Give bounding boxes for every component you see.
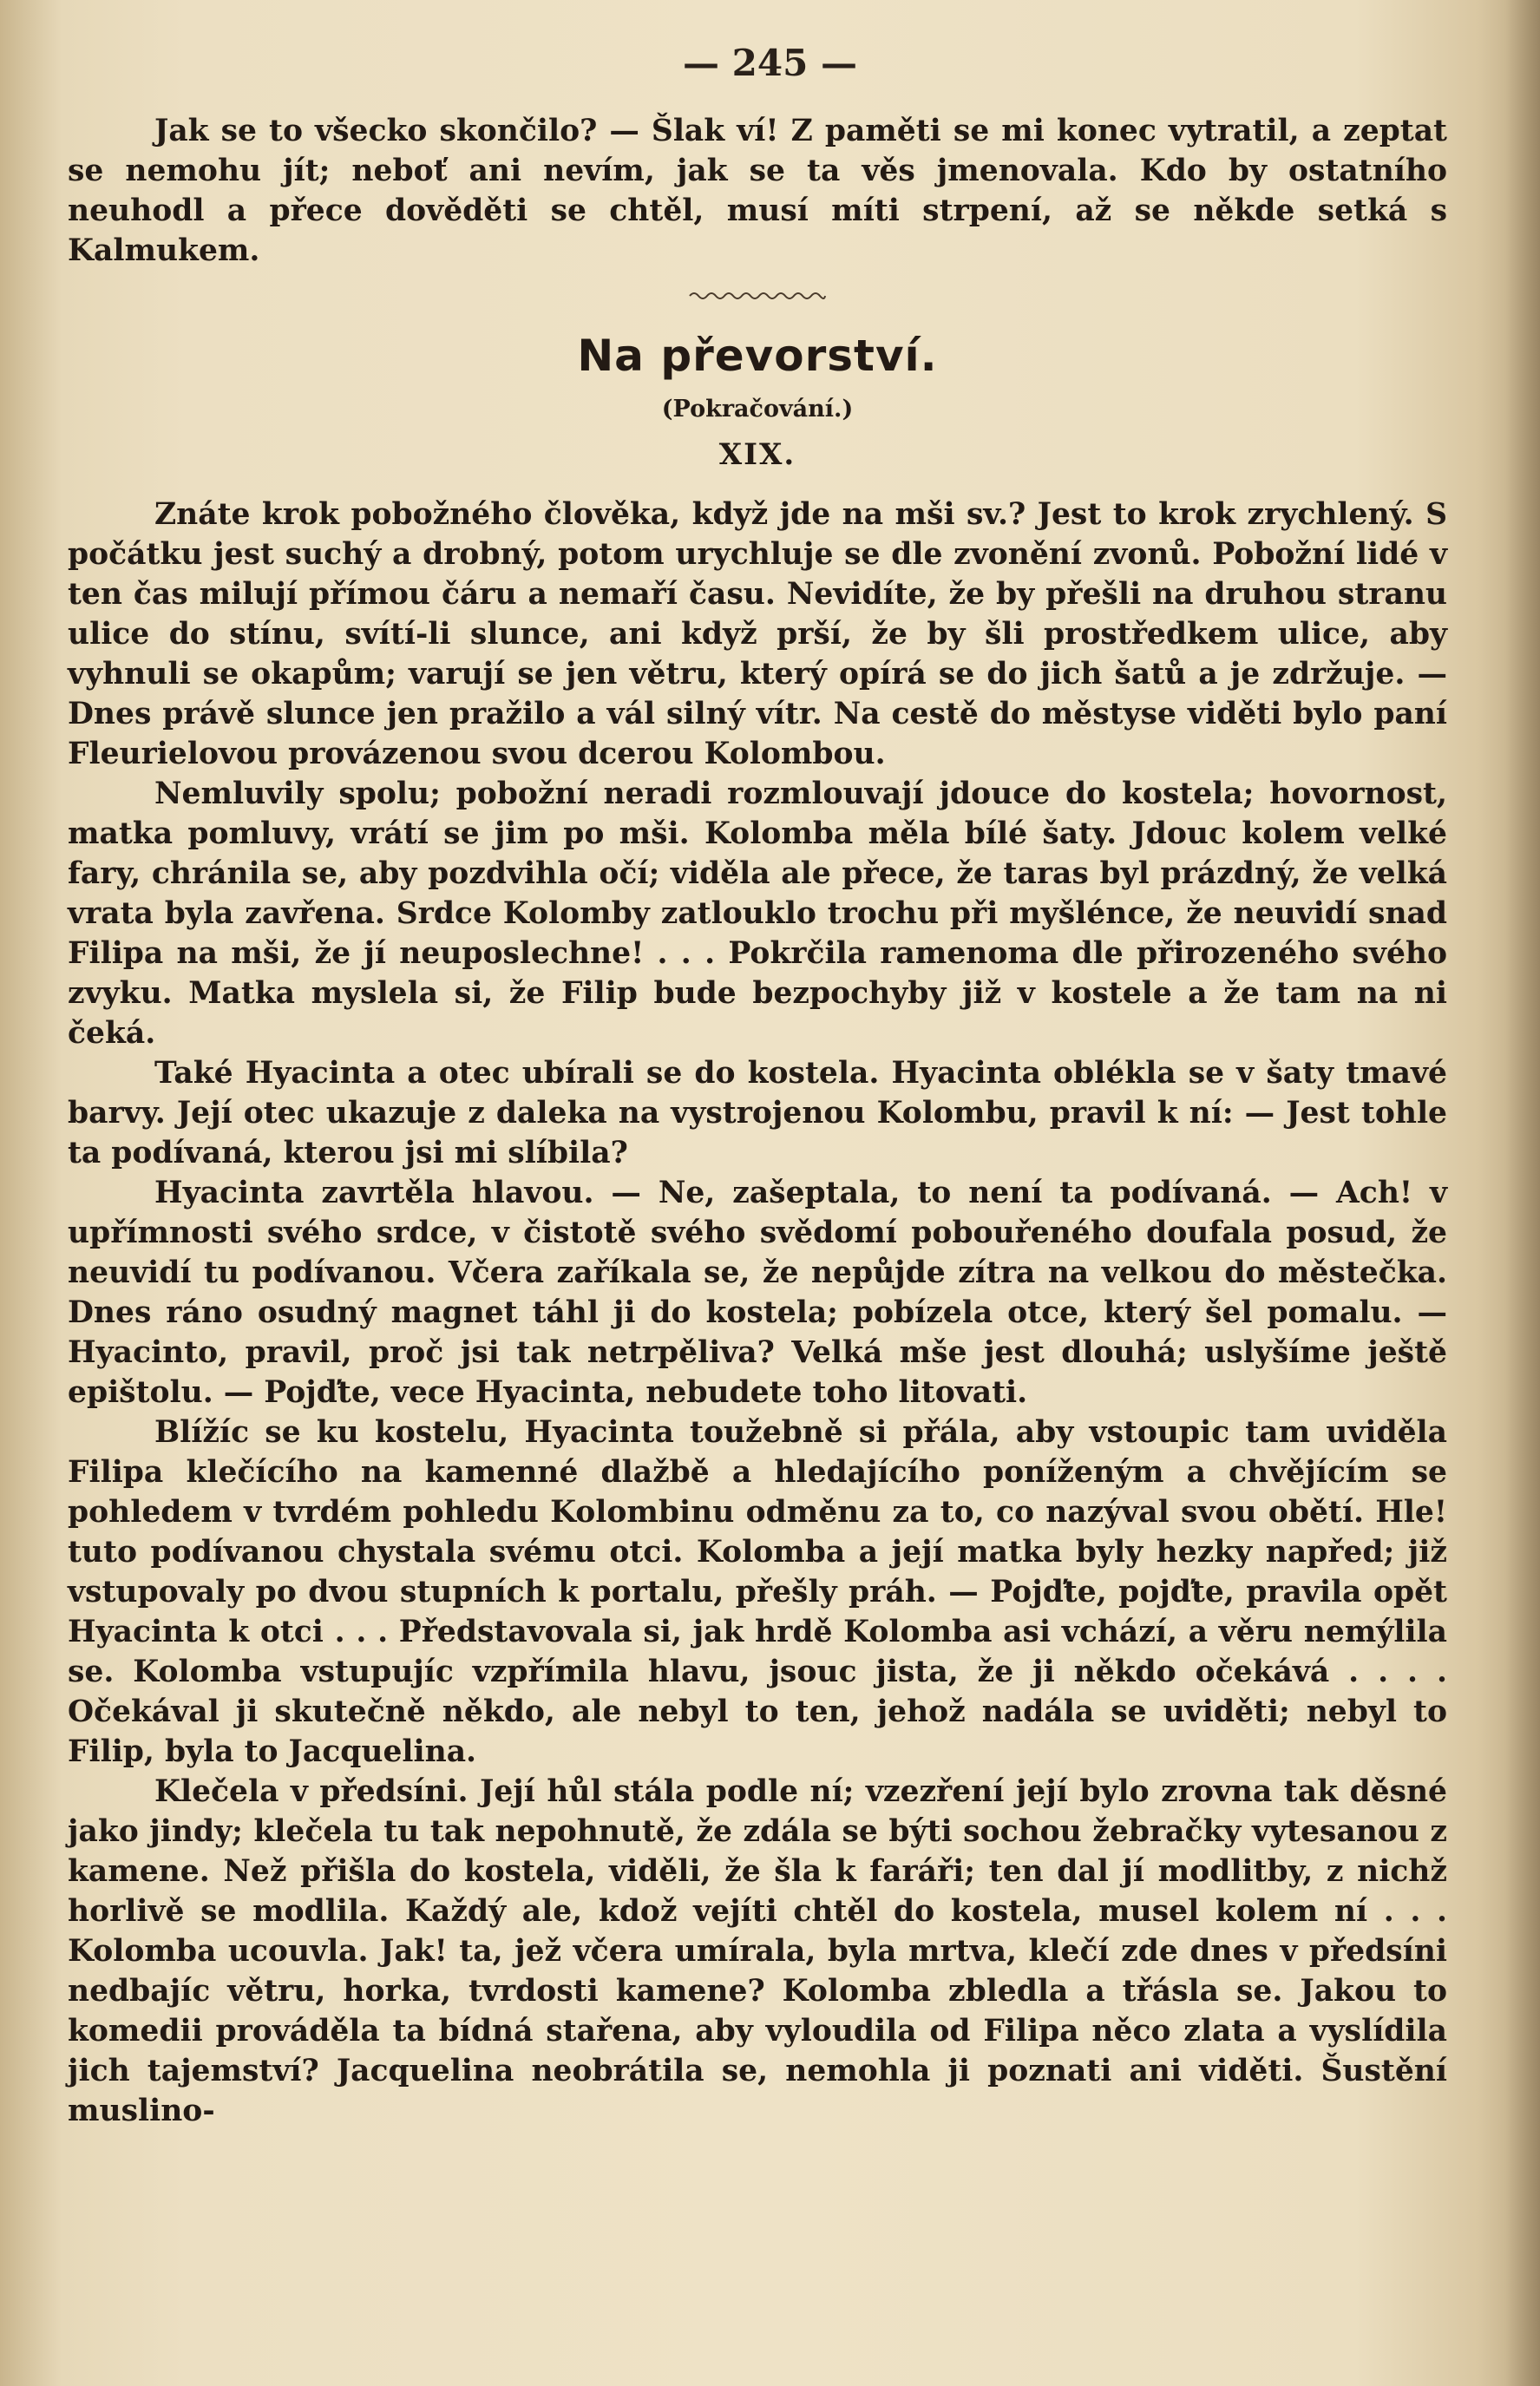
paragraph-4: Hyacinta zavrtěla hlavou. — Ne, zašeptala, to není ta podívaná. — Ach! v upřímnosti svého srdce, v čistotě svého svědomí pobouřeného doufala posud, že neuvidí tu podívanou. Včera zaříkala se, že nepůjde zítra na velkou do městečka. Dnes ráno osudný magnet táhl ji do kostela; pobízela otce, který šel pomalu. — Hyacinto, pravil, proč jsi tak netrpěliva? Velká mše jest dlouhá; uslyšíme ještě epištolu. — Pojďte, vece Hyacinta, nebudete toho litovati. bbox=[68, 1176, 1447, 1410]
intro-paragraph: Jak se to všecko skončilo? — Šlak ví! Z paměti se mi konec vytratil, a zeptat se nemohu jít; neboť ani nevím, jak se ta věs jmenovala. Kdo by ostatního neuhodl a přece dověděti se chtěl, musí míti strpení, až se někde setká s Kalmukem. bbox=[68, 114, 1447, 268]
paragraph-3: Také Hyacinta a otec ubírali se do kostela. Hyacinta oblékla se v šaty tmavé barvy. Její otec ukazuje z daleka na vystrojenou Kolombu, pravil k ní: — Jest tohle ta podívaná, kterou jsi mi slíbila? bbox=[68, 1056, 1447, 1170]
page-number: — 245 — bbox=[683, 42, 857, 84]
paragraph-6: Klečela v předsíni. Její hůl stála podle ní; vzezření její bylo zrovna tak děsné jako jindy; klečela tu tak nepohnutě, že zdála se býti sochou žebračky vytesanou z kamene. Než přišla do kostela, viděli, že šla k faráři; ten dal jí modlitby, z nichž horlivě se modlila. Každý ale, kdož vejíti chtěl do kostela, musel kolem ní . . . Kolomba ucouvla. Jak! ta, jež včera umírala, byla mrtva, klečí zde dnes v předsíni nedbajíc větru, horka, tvrdosti kamene? Kolomba zbledla a třásla se. Jakou to komedii prováděla ta bídná stařena, aby vyloudila od Filipa něco zlata a vyslídila jich tajemství? Jacquelina neobrátila se, nemohla ji poznati ani viděti. Šustění muslino- bbox=[68, 1774, 1447, 2128]
text-block bbox=[68, 111, 1447, 2131]
section-separator bbox=[688, 290, 827, 302]
chapter-number: XIX. bbox=[718, 437, 796, 472]
page-edge-shadow bbox=[1505, 0, 1540, 2386]
paragraph-2: Nemluvily spolu; pobožní neradi rozmlouvají jdouce do kostela; hovornost, matka pomluvy, vrátí se jim po mši. Kolomba měla bílé šaty. Jdouc kolem velké fary, chránila se, aby pozdvihla očí; viděla ale přece, že taras byl prázdný, že velká vrata byla zavřena. Srdce Kolomby zatlouklo trochu při myšlénce, že neuvidí snad Filipa na mši, že jí neuposlechne! . . . Pokrčila ramenoma dle přirozeného svého zvyku. Matka myslela si, že Filip bude bezpochyby již v kostele a že tam na ni čeká. bbox=[68, 777, 1447, 1051]
paragraph-5: Blížíc se ku kostelu, Hyacinta toužebně si přála, aby vstoupic tam uviděla Filipa klečícího na kamenné dlažbě a hledajícího poníženým a chvějícím se pohledem v tvrdém pohledu Kolombinu odměnu za to, co nazýval svou obětí. Hle! tuto podívanou chystala svému otci. Kolomba a její matka byly hezky napřed; již vstupovaly po dvou stupních k portalu, přešly práh. — Pojďte, pojďte, pravila opět Hyacinta k otci . . . Představovala si, jak hrdě Kolomba asi vchází, a věru nemýlila se. Kolomba vstupujíc vzpřímila hlavu, jsouc jista, že ji někdo očekává . . . . Očekával ji skutečně někdo, ale nebyl to ten, jehož nadála se uviděti; nebyl to Filip, byla to Jacquelina. bbox=[68, 1415, 1447, 1769]
chapter-title: Na převorství. bbox=[577, 331, 938, 381]
paragraph-1: Znáte krok pobožného člověka, když jde na mši sv.? Jest to krok zrychlený. S počátku jest suchý a drobný, potom urychluje se dle zvonění zvonů. Pobožní lidé v ten čas milují přímou čáru a nemaří času. Nevidíte, že by přešli na druhou stranu ulice do stínu, svítí-li slunce, ani když prší, že by šli prostředkem ulice, aby vyhnuli se okapům; varují se jen větru, který opírá se do jich šatů a je zdržuje. — Dnes právě slunce jen pražilo a vál silný vítr. Na cestě do městyse viděti bylo paní Fleurielovou provázenou svou dcerou Kolombou. bbox=[68, 497, 1447, 771]
chapter-subtitle: (Pokračování.) bbox=[661, 396, 854, 423]
